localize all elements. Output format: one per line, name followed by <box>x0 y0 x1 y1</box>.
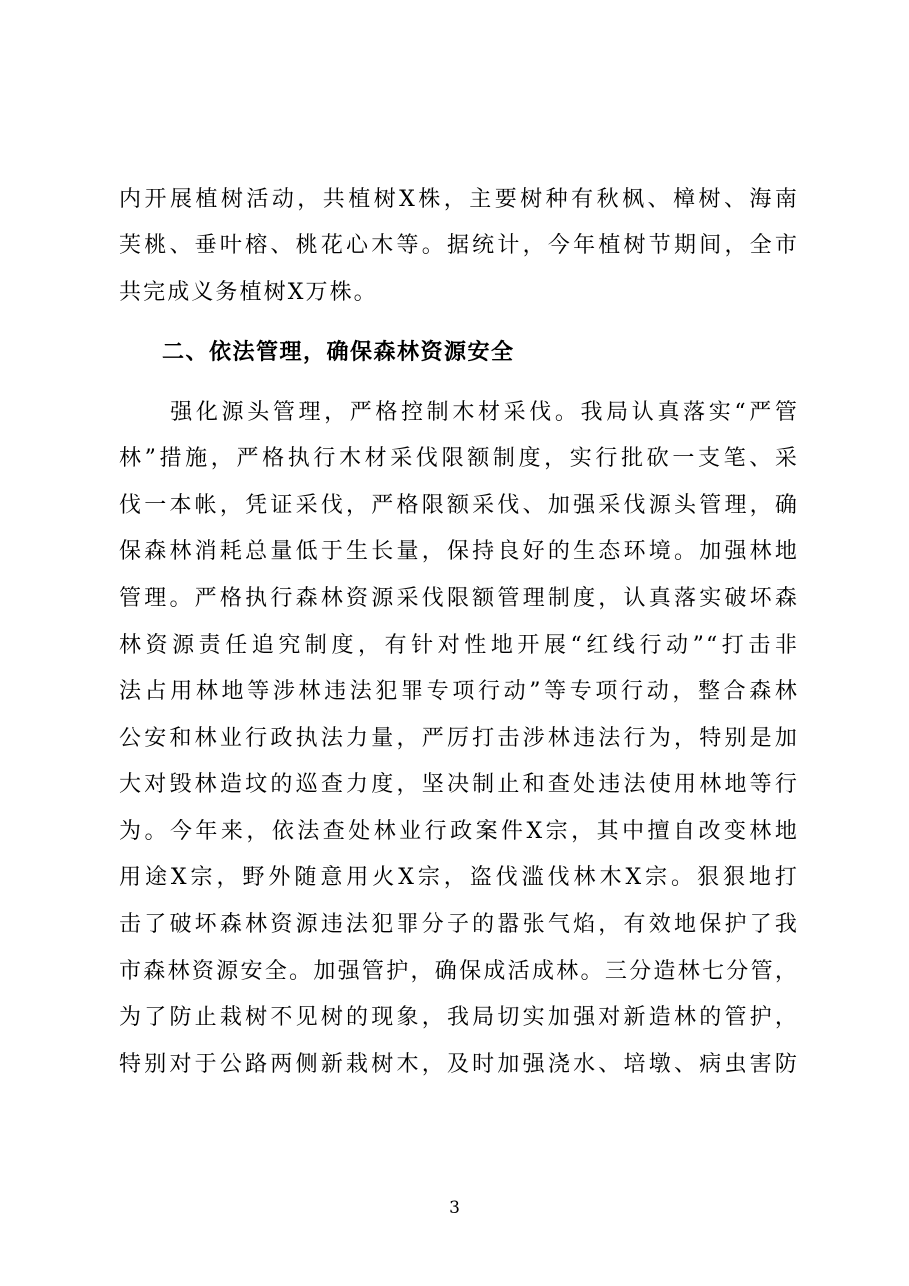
paragraph-line: 击了破坏森林资源违法犯罪分子的嚣张气焰，有效地保护了我 <box>119 912 799 937</box>
paragraph-line: 芙桃、垂叶榕、桃花心木等。据统计，今年植树节期间，全市 <box>119 233 799 258</box>
page-number: 3 <box>449 1198 460 1218</box>
paragraph-line: 市森林资源安全。加强管护，确保成活成林。三分造林七分管， <box>119 959 799 984</box>
paragraph-line: 特别对于公路两侧新栽树木，及时加强浇水、培墩、病虫害防 <box>119 1052 799 1077</box>
paragraph-line: 林”措施，严格执行木材采伐限额制度，实行批砍一支笔、采 <box>119 446 799 471</box>
paragraph-line: 强化源头管理，严格控制木材采伐。我局认真落实“严管 <box>119 400 799 425</box>
paragraph-line: 公安和林业行政执法力量，严厉打击涉林违法行为，特别是加 <box>119 726 799 751</box>
paragraph-line: 保森林消耗总量低于生长量，保持良好的生态环境。加强林地 <box>119 539 799 564</box>
paragraph-line: 伐一本帐，凭证采伐，严格限额采伐、加强采伐源头管理，确 <box>119 493 799 518</box>
paragraph-line: 林资源责任追究制度，有针对性地开展“红线行动”“打击非 <box>119 633 799 658</box>
paragraph-line: 为了防止栽树不见树的现象，我局切实加强对新造林的管护， <box>119 1005 799 1030</box>
paragraph-line: 法占用林地等涉林违法犯罪专项行动”等专项行动，整合森林 <box>119 679 799 704</box>
paragraph-line: 用途X宗，野外随意用火X宗，盗伐滥伐林木X宗。狠狠地打 <box>119 865 799 890</box>
paragraph-line: 为。今年来，依法查处林业行政案件X宗，其中擅自改变林地 <box>119 819 799 844</box>
paragraph-line: 共完成义务植树X万株。 <box>119 280 378 305</box>
paragraph-line: 内开展植树活动，共植树X株，主要树种有秋枫、樟树、海南 <box>119 187 799 212</box>
paragraph-line: 管理。严格执行森林资源采伐限额管理制度，认真落实破坏森 <box>119 586 799 611</box>
section-heading: 二、依法管理，确保森林资源安全 <box>162 340 515 365</box>
paragraph-line: 大对毁林造坟的巡查力度，坚决制止和查处违法使用林地等行 <box>119 772 799 797</box>
